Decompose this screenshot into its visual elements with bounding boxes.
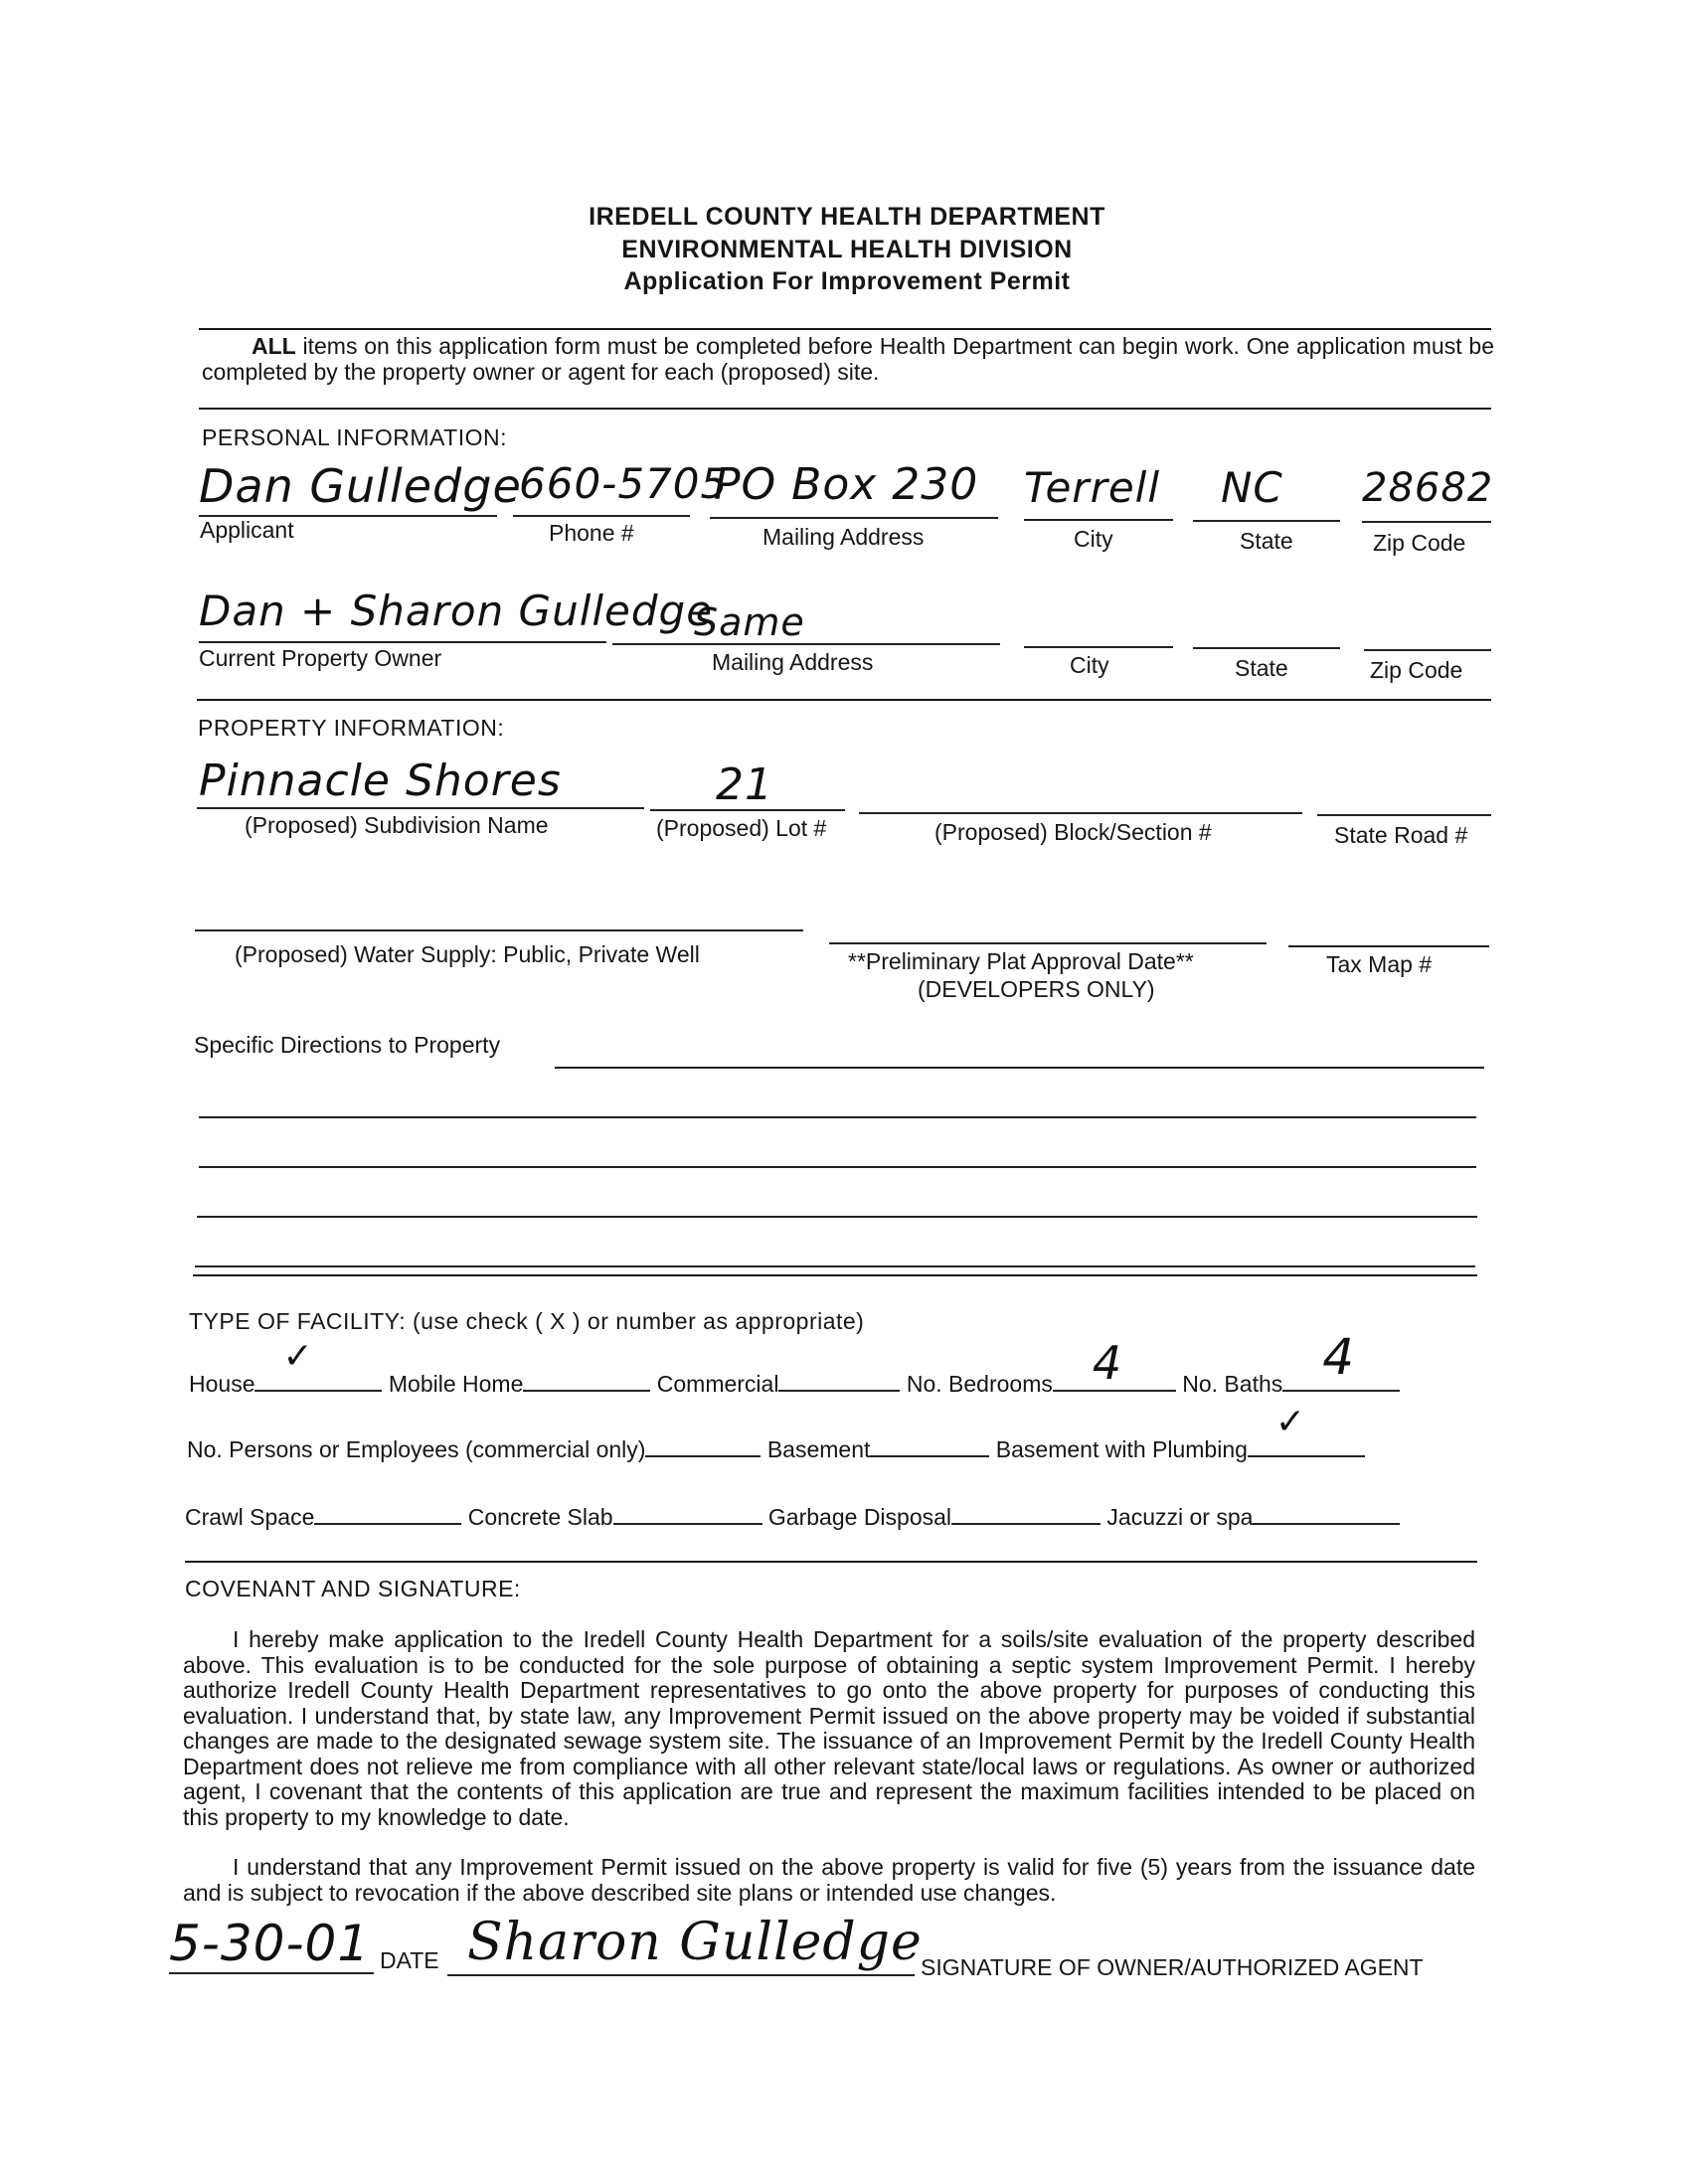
mobile-home-field[interactable] — [523, 1370, 650, 1392]
phone-value[interactable]: 660-5705 — [519, 459, 729, 508]
owner-value[interactable]: Dan + Sharon Gulledge — [199, 587, 714, 635]
subdivision-value[interactable]: Pinnacle Shores — [199, 756, 562, 806]
block-label: (Proposed) Block/Section # — [934, 819, 1212, 845]
property-section-title: PROPERTY INFORMATION: — [198, 715, 505, 741]
property-bottom-rule — [193, 1274, 1477, 1276]
plat-line — [829, 942, 1267, 944]
covenant-section-title: COVENANT AND SIGNATURE: — [185, 1576, 521, 1601]
facility-row-3 — [185, 1503, 1400, 1531]
applicant-label: Applicant — [200, 517, 294, 543]
owner-mailing-line — [612, 643, 1000, 645]
date-label: DATE — [380, 1947, 439, 1973]
plat-approval-label: **Preliminary Plat Approval Date** — [848, 948, 1194, 974]
garbage-disposal-label: Garbage Disposal — [767, 1504, 952, 1530]
baths-value: 4 — [1322, 1328, 1356, 1386]
city-value[interactable]: Terrell — [1024, 463, 1161, 512]
date-value[interactable]: 5-30-01 — [169, 1915, 371, 1972]
basement-label: Basement — [766, 1436, 871, 1462]
house-field[interactable] — [254, 1336, 382, 1392]
owner-city-label: City — [1070, 652, 1109, 678]
owner-mailing-label: Mailing Address — [712, 649, 874, 675]
personal-bottom-rule — [197, 699, 1491, 701]
phone-line — [513, 515, 690, 517]
covenant-paragraph-2: I understand that any Improvement Permit issued on the above property is valid for five (5) years from the issuance date and is subject to revocation if the above described site plans or intended use changes. — [183, 1854, 1475, 1906]
persons-label: No. Persons or Employees (commercial only) — [187, 1436, 646, 1462]
header-line-2: ENVIRONMENTAL HEALTH DIVISION — [621, 236, 1073, 263]
bedrooms-label: No. Bedrooms — [906, 1371, 1053, 1397]
baths-label: No. Baths — [1182, 1371, 1283, 1397]
mailing-line — [710, 517, 998, 519]
date-line — [169, 1972, 374, 1974]
owner-state-line — [1193, 647, 1340, 649]
persons-field[interactable] — [645, 1435, 761, 1457]
phone-label: Phone # — [549, 520, 634, 546]
lot-line — [650, 809, 845, 811]
mobile-home-label: Mobile Home — [388, 1371, 524, 1397]
water-supply-label: (Proposed) Water Supply: Public, Private Well — [235, 941, 700, 967]
water-line — [195, 929, 803, 931]
zip-value[interactable]: 28682 — [1362, 465, 1494, 511]
plat-developers-label: (DEVELOPERS ONLY) — [918, 976, 1155, 1002]
facility-row-1 — [189, 1328, 1400, 1398]
taxmap-label: Tax Map # — [1326, 951, 1433, 977]
concrete-slab-field[interactable] — [613, 1503, 762, 1525]
header-line-1: IREDELL COUNTY HEALTH DEPARTMENT — [589, 203, 1105, 231]
owner-label: Current Property Owner — [199, 645, 442, 671]
top-rule — [199, 328, 1491, 330]
basement-plumbing-field[interactable] — [1248, 1402, 1365, 1457]
bedrooms-field[interactable] — [1053, 1336, 1176, 1392]
personal-section-title: PERSONAL INFORMATION: — [202, 424, 507, 450]
owner-city-line — [1024, 646, 1173, 648]
intro-bold: ALL — [252, 333, 296, 359]
facility-row-2 — [187, 1402, 1365, 1463]
basement-field[interactable] — [870, 1435, 989, 1457]
directions-line-2 — [199, 1116, 1476, 1118]
jacuzzi-field[interactable] — [1253, 1503, 1400, 1525]
basement-plumbing-label: Basement with Plumbing — [995, 1436, 1248, 1462]
owner-line — [199, 641, 606, 643]
directions-line-5 — [195, 1265, 1475, 1267]
city-line — [1024, 519, 1173, 521]
mailing-label: Mailing Address — [762, 524, 925, 550]
bedrooms-value: 4 — [1092, 1336, 1123, 1390]
owner-zip-line — [1364, 649, 1491, 651]
state-label: State — [1240, 528, 1293, 554]
intro-text — [202, 333, 1494, 385]
concrete-slab-label: Concrete Slab — [467, 1504, 613, 1530]
road-line — [1317, 814, 1491, 816]
crawl-space-field[interactable] — [314, 1503, 461, 1525]
lot-value[interactable]: 21 — [716, 759, 773, 810]
form-title: Application For Improvement Permit — [623, 267, 1071, 295]
crawl-space-label: Crawl Space — [185, 1504, 315, 1530]
subdivision-line — [197, 807, 644, 809]
mailing-address-value[interactable]: PO Box 230 — [714, 459, 979, 510]
state-line — [1193, 520, 1340, 522]
house-check-value: ✓ — [282, 1336, 314, 1377]
taxmap-line — [1288, 945, 1489, 947]
jacuzzi-label: Jacuzzi or spa — [1106, 1504, 1254, 1530]
signature-value[interactable]: Sharon Gulledge — [467, 1913, 923, 1972]
basement-plumbing-check-value: ✓ — [1274, 1402, 1307, 1442]
city-label: City — [1074, 526, 1113, 552]
signature-line — [447, 1974, 915, 1976]
block-line — [859, 812, 1302, 814]
subdivision-label: (Proposed) Subdivision Name — [245, 812, 549, 838]
directions-line-4 — [197, 1216, 1477, 1218]
garbage-disposal-field[interactable] — [951, 1503, 1101, 1525]
owner-state-label: State — [1235, 655, 1288, 681]
road-label: State Road # — [1334, 822, 1468, 848]
intro-bottom-rule — [199, 408, 1491, 410]
facility-section-title: TYPE OF FACILITY: (use check ( X ) or number as appropriate) — [189, 1308, 865, 1334]
signature-label: SIGNATURE OF OWNER/AUTHORIZED AGENT — [921, 1954, 1424, 1980]
owner-mailing-value[interactable]: Same — [694, 600, 805, 644]
zip-line — [1362, 521, 1491, 523]
commercial-label: Commercial — [656, 1371, 779, 1397]
state-value[interactable]: NC — [1221, 463, 1283, 512]
intro-body: items on this application form must be completed before Health Department can begin work. One application must be completed by the property owner or agent for each (proposed) site. — [202, 333, 1494, 385]
house-label: House — [189, 1371, 255, 1397]
directions-label: Specific Directions to Property — [194, 1032, 501, 1058]
applicant-value[interactable]: Dan Gulledge — [199, 459, 522, 513]
zip-label: Zip Code — [1373, 530, 1466, 556]
commercial-field[interactable] — [778, 1370, 900, 1392]
directions-line-3 — [199, 1166, 1476, 1168]
lot-label: (Proposed) Lot # — [656, 815, 827, 841]
baths-field[interactable] — [1282, 1328, 1400, 1392]
covenant-paragraph-1: I hereby make application to the Iredell County Health Department for a soils/site evaluation of the property described above. This evaluation is to be conducted for the sole purpose of obtaining a septic system Improvement Permit. I hereby authorize Iredell County Health Department representatives to go onto the above property for purposes of conducting this evaluation. I understand that, by state law, any Improvement Permit issued on the above property may be voided if substantial changes are made to the designated sewage system site. The issuance of an Improvement Permit by the Iredell County Health Department does not relieve me from compliance with all other relevant state/local laws or regulations. As owner or authorized agent, I covenant that the contents of this application are true and represent the maximum facilities intended to be placed on this property to my knowledge to date. — [183, 1626, 1475, 1830]
directions-line-1 — [555, 1067, 1484, 1069]
owner-zip-label: Zip Code — [1370, 657, 1463, 683]
facility-bottom-rule — [185, 1561, 1477, 1563]
